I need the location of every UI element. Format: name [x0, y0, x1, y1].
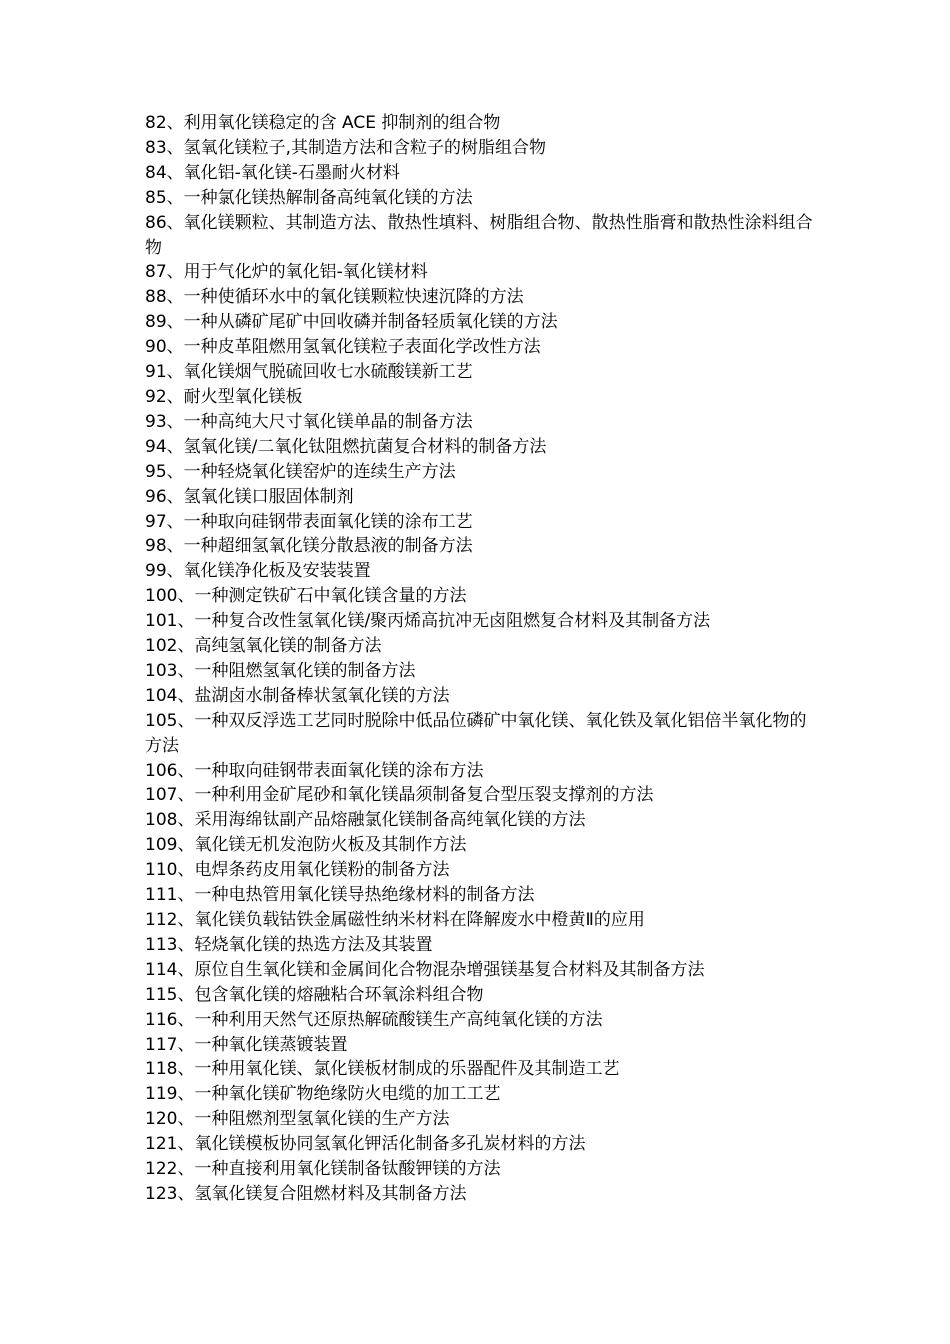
patent-title-list	[145, 111, 815, 1207]
list-item: 123、氢氧化镁复合阻燃材料及其制备方法	[145, 1183, 467, 1204]
list-item: 104、盐湖卤水制备棒状氢氧化镁的方法	[145, 685, 450, 706]
list-item: 119、一种氧化镁矿物绝缘防火电缆的加工工艺	[145, 1084, 501, 1105]
list-item: 84、氧化铝-氧化镁-石墨耐火材料	[145, 162, 400, 183]
list-item: 102、高纯氢氧化镁的制备方法	[145, 636, 382, 657]
list-item: 83、氢氧化镁粒子,其制造方法和含粒子的树脂组合物	[145, 137, 547, 158]
list-item: 113、轻烧氧化镁的热选方法及其装置	[145, 934, 433, 955]
list-item: 85、一种氯化镁热解制备高纯氧化镁的方法	[145, 187, 473, 208]
list-item: 89、一种从磷矿尾矿中回收磷并制备轻质氧化镁的方法	[145, 312, 558, 333]
list-item: 98、一种超细氢氧化镁分散悬液的制备方法	[145, 536, 473, 557]
list-item: 82、利用氧化镁稳定的含 ACE 抑制剂的组合物	[145, 113, 501, 133]
list-item: 106、一种取向硅钢带表面氧化镁的涂布方法	[145, 760, 484, 781]
list-item: 105、一种双反浮选工艺同时脱除中低品位磷矿中氧化镁、氧化铁及氧化铝倍半氧化物的方法	[145, 710, 807, 756]
list-item: 116、一种利用天然气还原热解硫酸镁生产高纯氧化镁的方法	[145, 1009, 603, 1030]
list-item: 99、氧化镁净化板及安装装置	[145, 561, 371, 582]
list-item: 115、包含氧化镁的熔融粘合环氧涂料组合物	[145, 984, 484, 1005]
list-item: 97、一种取向硅钢带表面氧化镁的涂布工艺	[145, 511, 473, 532]
list-item: 96、氢氧化镁口服固体制剂	[145, 486, 354, 507]
list-item: 92、耐火型氧化镁板	[145, 386, 303, 407]
list-item: 103、一种阻燃氢氧化镁的制备方法	[145, 660, 416, 681]
list-item: 114、原位自生氧化镁和金属间化合物混杂增强镁基复合材料及其制备方法	[145, 959, 705, 980]
list-item: 109、氧化镁无机发泡防火板及其制作方法	[145, 835, 467, 856]
list-item: 111、一种电热管用氧化镁导热绝缘材料的制备方法	[145, 885, 535, 906]
list-item: 93、一种高纯大尺寸氧化镁单晶的制备方法	[145, 411, 473, 432]
list-item: 87、用于气化炉的氧化铝-氧化镁材料	[145, 262, 428, 283]
list-item: 101、一种复合改性氢氧化镁/聚丙烯高抗冲无卤阻燃复合材料及其制备方法	[145, 611, 711, 632]
list-item: 117、一种氧化镁蒸镀装置	[145, 1034, 348, 1055]
list-item: 91、氧化镁烟气脱硫回收七水硫酸镁新工艺	[145, 362, 473, 383]
list-item: 86、氧化镁颗粒、其制造方法、散热性填料、树脂组合物、散热性脂膏和散热性涂料组合物	[145, 212, 813, 258]
list-item: 95、一种轻烧氧化镁窑炉的连续生产方法	[145, 461, 456, 482]
list-item: 107、一种利用金矿尾砂和氧化镁晶须制备复合型压裂支撑剂的方法	[145, 785, 654, 806]
list-item: 100、一种测定铁矿石中氧化镁含量的方法	[145, 586, 467, 607]
list-item: 118、一种用氧化镁、氯化镁板材制成的乐器配件及其制造工艺	[145, 1059, 620, 1080]
list-item: 110、电焊条药皮用氧化镁粉的制备方法	[145, 860, 450, 881]
list-item: 121、氧化镁模板协同氢氧化钾活化制备多孔炭材料的方法	[145, 1134, 586, 1155]
list-item: 90、一种皮革阻燃用氢氧化镁粒子表面化学改性方法	[145, 337, 541, 358]
list-item: 94、氢氧化镁/二氧化钛阻燃抗菌复合材料的制备方法	[145, 436, 547, 457]
list-item: 122、一种直接利用氧化镁制备钛酸钾镁的方法	[145, 1159, 501, 1180]
list-item: 108、采用海绵钛副产品熔融氯化镁制备高纯氧化镁的方法	[145, 810, 586, 831]
list-item: 88、一种使循环水中的氧化镁颗粒快速沉降的方法	[145, 287, 524, 308]
list-item: 120、一种阻燃剂型氢氧化镁的生产方法	[145, 1109, 450, 1130]
list-item: 112、氧化镁负载钴铁金属磁性纳米材料在降解废水中橙黄Ⅱ的应用	[145, 910, 645, 930]
